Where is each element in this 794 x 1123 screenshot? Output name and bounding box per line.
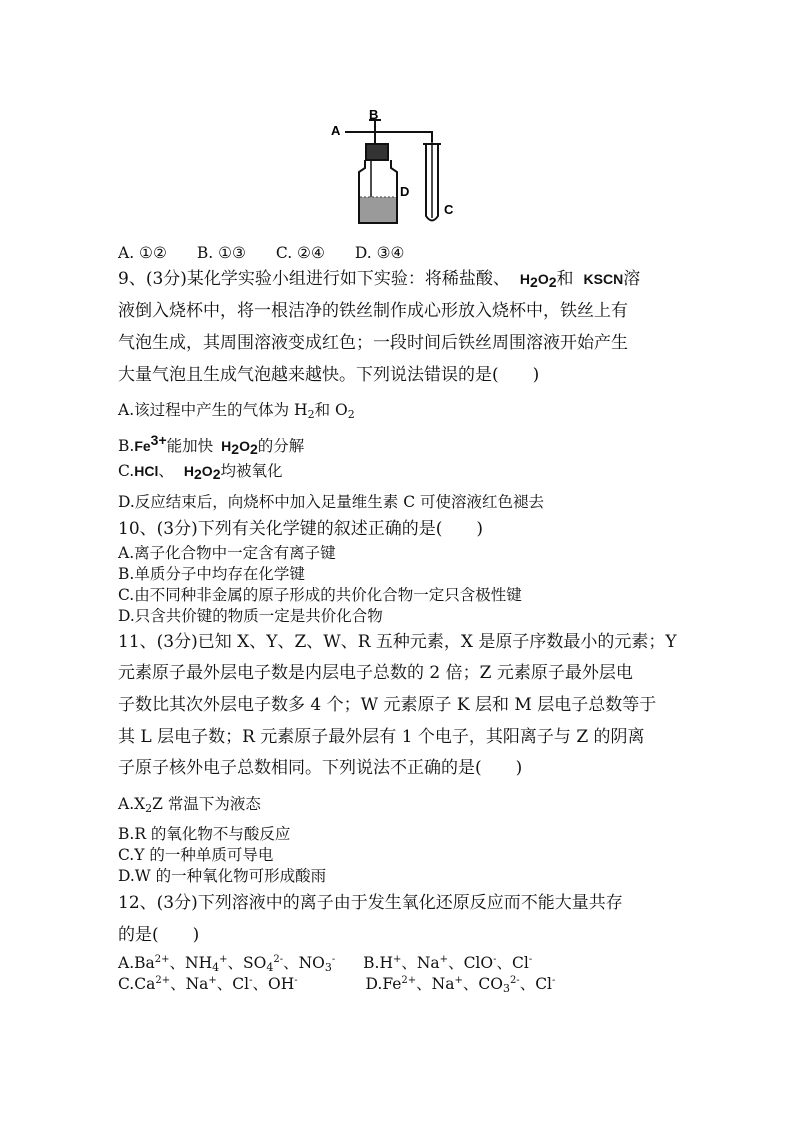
- q8-option-a: A. ①②: [118, 244, 167, 262]
- label-c: C: [444, 202, 454, 217]
- q11-option-a: $A.X_2Z$ 常温下为液态: [118, 795, 261, 815]
- q11-stem-line-4: 其 L 层电子数；R 元素原子最外层有 1 个电子，其阳离子与 Z 的阴离: [118, 727, 645, 747]
- q12-stem-line-1: 12、(3分)下列溶液中的离子由于发生氧化还原反应而不能大量共存: [118, 893, 623, 913]
- q9-stem-line-4: 大量气泡且生成气泡越来越快。下列说法错误的是( ): [118, 365, 540, 385]
- q10-option-a: A.离子化合物中一定含有离子键: [118, 544, 336, 562]
- q11-option-d: D.W 的一种氧化物可形成酸雨: [118, 867, 327, 885]
- q11-stem-line-2: 元素原子最外层电子数是内层电子总数的 2 倍；Z 元素原子最外层电: [118, 663, 633, 683]
- q9-stem-line-1: 9、(3分)某化学实验小组进行如下实验：将稀盐酸、 $H_2O_2$和 KSCN溶: [118, 269, 641, 290]
- apparatus-figure: [325, 108, 465, 230]
- q10-option-c: C.由不同种非金属的原子形成的共价化合物一定只含极性键: [118, 586, 522, 604]
- q11-stem-line-3: 子数比其次外层电子数多 4 个；W 元素原子 K 层和 M 层电子总数等于: [118, 695, 657, 715]
- stopper: [366, 144, 388, 160]
- q8-option-c: C. ②④: [275, 244, 325, 262]
- q9-option-a: A.该过程中产生的气体为 $H_2$和 $O_2$: [118, 401, 355, 421]
- gas-tube: [345, 132, 432, 142]
- q11-stem-line-1: 11、(3分)已知 X、Y、Z、W、R 五种元素，X 是原子序数最小的元素；Y: [118, 632, 677, 652]
- q12-option-d: $D.Fe^{2+}$、Na+、$CO_3^{2-}$、Cl-: [365, 975, 556, 995]
- q12-option-a: $A.Ba^{2+}$、$NH_4^+$、$SO_4^{2-}$、$NO_3^-$: [118, 954, 336, 974]
- q9-option-b: B.Fe3+能加快 H2O2的分解: [118, 432, 305, 457]
- q9-option-d: D.反应结束后，向烧杯中加入足量维生素 C 可使溶液红色褪去: [118, 493, 545, 511]
- liquid-fill: [360, 197, 396, 222]
- q9-option-c: C.HCl、 H2O2均被氧化: [118, 462, 283, 482]
- label-a: A: [331, 123, 341, 138]
- q12-stem-line-2: 的是( ): [118, 925, 200, 945]
- q12-option-b: B.H+、Na+、ClO-、Cl-: [363, 954, 533, 972]
- q10-stem: 10、(3分)下列有关化学键的叙述正确的是( ): [118, 519, 483, 539]
- q8-options: [118, 243, 404, 263]
- q9-stem-line-2: 液倒入烧杯中，将一根洁净的铁丝制作成心形放入烧杯中，铁丝上有: [118, 301, 628, 321]
- q12-option-c: $C.Ca^{2+}$、Na+、Cl-、OH-: [118, 975, 298, 993]
- label-b: B: [369, 108, 379, 122]
- q12-options-row-2: [118, 971, 555, 999]
- q11-stem-line-5: 子原子核外电子总数相同。下列说法不正确的是( ): [118, 758, 523, 778]
- q8-option-d: D. ③④: [354, 244, 405, 262]
- q8-option-b: B. ①③: [196, 244, 246, 262]
- q11-option-b: B.R 的氧化物不与酸反应: [118, 825, 291, 843]
- q10-option-d: D.只含共价键的物质一定是共价化合物: [118, 607, 383, 625]
- q10-option-b: B.单质分子中均存在化学键: [118, 565, 305, 583]
- q9-stem-line-3: 气泡生成，其周围溶液变成红色；一段时间后铁丝周围溶液开始产生: [118, 333, 628, 353]
- q11-option-c: C.Y 的一种单质可导电: [118, 846, 274, 864]
- label-d: D: [400, 184, 410, 199]
